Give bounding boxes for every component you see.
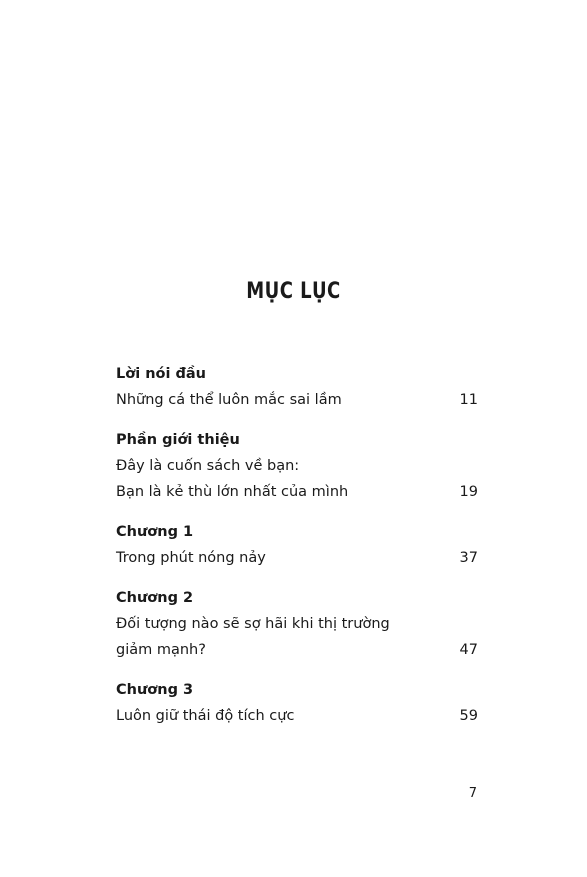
toc-entry-text: Đây là cuốn sách về bạn: <box>116 458 300 474</box>
toc-entry-page-number: 59 <box>459 708 478 724</box>
toc-entry-text: Bạn là kẻ thù lớn nhất của mình <box>116 484 349 500</box>
page-number: 7 <box>468 786 477 801</box>
toc-entry-text: Đối tượng nào sẽ sợ hãi khi thị trường <box>116 616 390 632</box>
toc-entry-heading: Chương 1 <box>116 524 194 540</box>
toc-entry-chapter-3 <box>116 680 478 726</box>
toc-entry-text: giảm mạnh? <box>116 642 206 658</box>
toc-entry-line <box>116 706 478 726</box>
toc-entry-heading: Lời nói đầu <box>116 366 207 382</box>
toc-entry-page-number: 37 <box>459 550 478 566</box>
toc-entry-heading: Chương 2 <box>116 590 194 606</box>
toc-entry-line <box>116 482 478 502</box>
toc-entry-introduction <box>116 430 478 502</box>
toc-entry-line <box>116 614 478 634</box>
toc-entry-page-number: 19 <box>459 484 478 500</box>
toc-entry-text: Trong phút nóng nảy <box>116 550 266 566</box>
toc-entry-line <box>116 548 478 568</box>
toc-entry-chapter-1 <box>116 522 478 568</box>
toc-entry-heading: Chương 3 <box>116 682 194 698</box>
toc-entry-text: Những cá thể luôn mắc sai lầm <box>116 392 342 408</box>
toc-entry-heading: Phần giới thiệu <box>116 432 240 448</box>
toc-entry-line <box>116 640 478 660</box>
toc-entry-preface <box>116 364 478 410</box>
toc-title: MỤC LỤC <box>246 279 341 304</box>
toc-entry-page-number: 47 <box>459 642 478 658</box>
toc-list <box>116 364 478 726</box>
toc-entry-text: Luôn giữ thái độ tích cực <box>116 708 295 724</box>
toc-entry-line <box>116 456 478 476</box>
toc-entry-chapter-2 <box>116 588 478 660</box>
toc-entry-line <box>116 390 478 410</box>
toc-entry-page-number: 11 <box>459 392 478 408</box>
